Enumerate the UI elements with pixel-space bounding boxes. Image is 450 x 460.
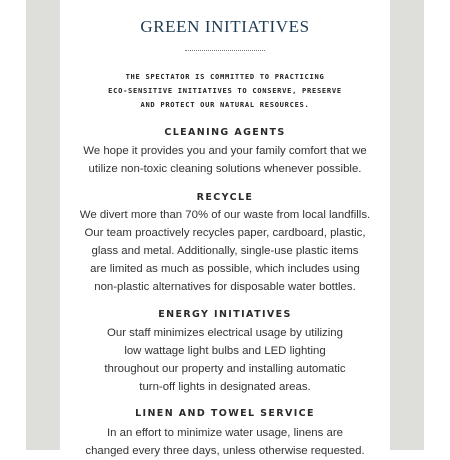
section-body-energy-initiatives bbox=[60, 324, 390, 396]
body-line: We divert more than 70% of our waste from local landfills. bbox=[79, 209, 371, 221]
body-line: are limited as much as possible, which includes using bbox=[90, 263, 360, 275]
intro-statement bbox=[60, 70, 390, 112]
body-line: changed every three days, unless otherwise requested. bbox=[85, 445, 365, 457]
section-heading-energy-initiatives: ENERGY INITIATIVES bbox=[158, 309, 292, 320]
body-line: Our team proactively recycles paper, cardboard, plastic, bbox=[84, 227, 366, 239]
body-line: Our staff minimizes electrical usage by utilizing bbox=[107, 327, 343, 339]
left-margin-panel bbox=[26, 0, 60, 450]
body-line: We hope it provides you and your family comfort that we bbox=[83, 145, 367, 157]
body-line: utilize non-toxic cleaning solutions whenever possible. bbox=[88, 163, 362, 175]
right-margin-panel bbox=[390, 0, 424, 450]
section-heading-cleaning-agents: CLEANING AGENTS bbox=[164, 127, 286, 138]
intro-line: ECO-SENSITIVE INITIATIVES TO CONSERVE, PRESERVE bbox=[108, 86, 342, 95]
section-body-recycle bbox=[60, 206, 390, 296]
page-title: GREEN INITIATIVES bbox=[140, 17, 310, 36]
section-heading-recycle: RECYCLE bbox=[196, 192, 254, 203]
body-line: glass and metal. Additionally, single-use plastic items bbox=[91, 245, 359, 257]
section-body-cleaning-agents bbox=[60, 142, 390, 178]
body-line: low wattage light bulbs and LED lighting bbox=[124, 345, 326, 357]
section-body-linen-towel-service bbox=[60, 424, 390, 460]
body-line: turn-off lights in designated areas. bbox=[139, 381, 311, 393]
dotted-divider bbox=[185, 50, 265, 51]
intro-line: THE SPECTATOR IS COMMITTED TO PRACTICING bbox=[125, 72, 325, 81]
body-line: In an effort to minimize water usage, linens are bbox=[107, 427, 343, 439]
intro-line: AND PROTECT OUR NATURAL RESOURCES. bbox=[140, 100, 310, 109]
section-heading-linen-towel-service: LINEN AND TOWEL SERVICE bbox=[135, 408, 315, 419]
document-card bbox=[60, 0, 390, 457]
body-line: non-plastic alternatives for disposable water bottles. bbox=[94, 281, 356, 293]
body-line: throughout our property and installing automatic bbox=[104, 363, 346, 375]
